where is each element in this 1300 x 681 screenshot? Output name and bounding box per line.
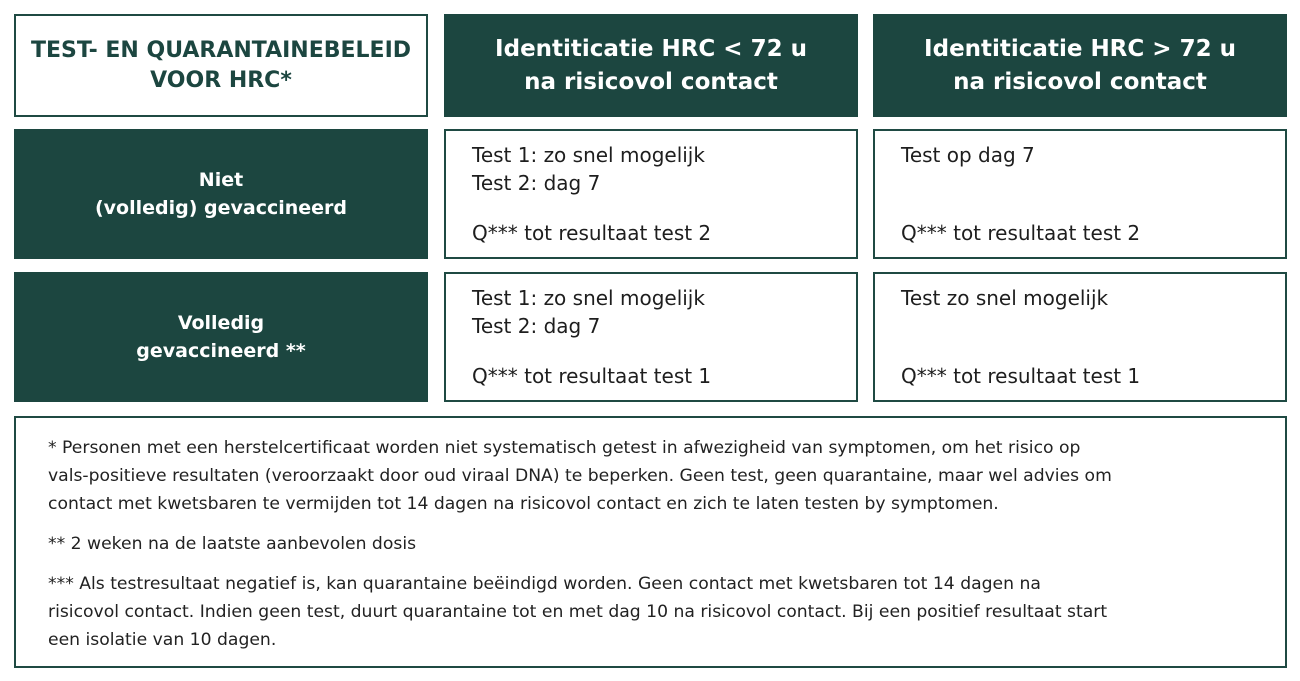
policy-title: TEST- EN QUARANTAINEBELEID VOOR HRC*	[30, 37, 412, 93]
quarantine-rule: Q*** tot resultaat test 1	[901, 364, 1141, 388]
test-schedule: Test 1: zo snel mogelijk Test 2: dag 7	[472, 143, 705, 195]
test-schedule: Test op dag 7	[901, 143, 1035, 167]
column-header-gt72	[873, 14, 1287, 117]
column-header-lt72-label: Identiticatie HRC < 72 u na risicovol contact	[495, 35, 807, 95]
footnote-fully-vaccinated: ** 2 weken na de laatste aanbevolen dosis	[48, 534, 417, 554]
test-schedule: Test zo snel mogelijk	[901, 286, 1109, 310]
footnote-quarantine: *** Als testresultaat negatief is, kan quarantaine beëindigd worden. Geen contact met kwetsbaren tot 14 dagen na risicovol contact. Indien geen test, duurt quarantaine tot en met dag 10 na risicovol contact. Bij een positief resultaat start een isolatie van 10 dagen.	[48, 574, 1108, 650]
cell-fully-vaccinated-lt72	[444, 272, 858, 402]
cell-fully-vaccinated-gt72	[873, 272, 1287, 402]
column-header-gt72-label: Identiticatie HRC > 72 u na risicovol contact	[924, 35, 1236, 95]
cell-not-vaccinated-lt72	[444, 129, 858, 259]
row-header-not-vaccinated	[14, 129, 428, 259]
row-header-not-vaccinated-label: Niet (volledig) gevaccineerd	[94, 169, 348, 219]
row-header-fully-vaccinated-label: Volledig gevaccineerd **	[136, 312, 306, 362]
cell-not-vaccinated-gt72	[873, 129, 1287, 259]
test-schedule: Test 1: zo snel mogelijk Test 2: dag 7	[472, 286, 705, 338]
quarantine-rule: Q*** tot resultaat test 2	[472, 221, 712, 245]
footnote-recovery-certificate: * Personen met een herstelcertificaat worden niet systematisch getest in afwezigheid van symptomen, om het risico op vals-positieve resultaten (veroorzaakt door oud viraal DNA) te beperken. Geen test, geen quarantaine, maar wel advies om contact met kwetsbaren te vermijden tot 14 dagen na risicovol contact en zich te laten testen by symptomen.	[48, 438, 1112, 514]
row-header-fully-vaccinated	[14, 272, 428, 402]
column-header-lt72	[444, 14, 858, 117]
footnotes-box	[14, 416, 1287, 668]
policy-title-cell	[14, 14, 428, 117]
quarantine-rule: Q*** tot resultaat test 1	[472, 364, 712, 388]
quarantine-rule: Q*** tot resultaat test 2	[901, 221, 1141, 245]
